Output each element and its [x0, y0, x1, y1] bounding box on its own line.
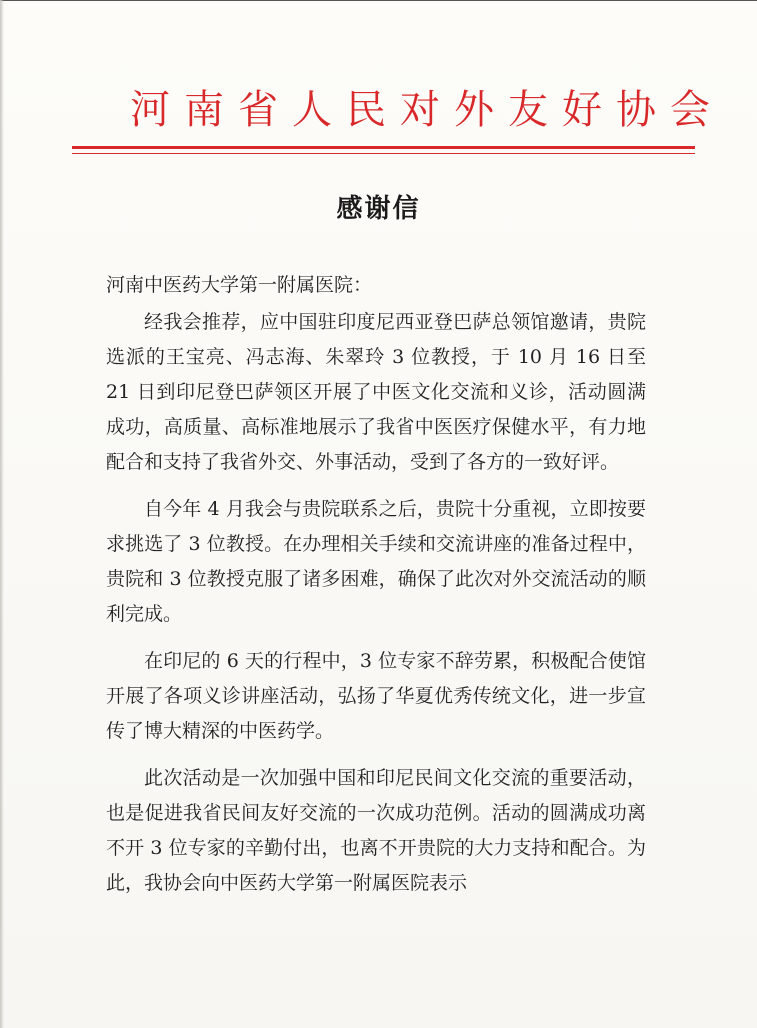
letter-body: [106, 268, 646, 913]
letter-salutation: 河南中医药大学第一附属医院：: [106, 274, 373, 296]
scan-left-edge: [0, 0, 4, 1028]
scan-top-edge: [0, 0, 757, 8]
letter-title: 感谢信: [336, 194, 421, 224]
letterhead-red-rule-thin: [72, 153, 695, 154]
letterhead-organization-name: 河南省人民对外友好协会: [130, 87, 724, 133]
letterhead-red-rule-thick: [72, 146, 695, 149]
letter-paragraph: 经我会推荐，应中国驻印度尼西亚登巴萨总领馆邀请，贵院选派的王宝亮、冯志海、朱翠玲 3 位教授，于 10 月 16 日至 21 日到印尼登巴萨领区开展了中医文化交流和义诊，活动圆满成功，高质量、高标准地展示了我省中医医疗保健水平，有力地配合和支持了我省外交、外事活动，受到了各方的一致好评。: [106, 311, 646, 473]
letter-paragraph: 自今年 4 月我会与贵院联系之后，贵院十分重视，立即按要求挑选了 3 位教授。在办理相关手续和交流讲座的准备过程中，贵院和 3 位教授克服了诸多困难，确保了此次对外交流活动的顺利完成。: [106, 498, 646, 625]
letter-paragraph: 此次活动是一次加强中国和印尼民间文化交流的重要活动，也是促进我省民间友好交流的一次成功范例。活动的圆满成功离不开 3 位专家的辛勤付出，也离不开贵院的大力支持和配合。为此，我协会向中医药大学第一附属医院表示: [106, 767, 646, 894]
letter-paragraph: 在印尼的 6 天的行程中，3 位专家不辞劳累，积极配合使馆开展了各项义诊讲座活动，弘扬了华夏优秀传统文化，进一步宣传了博大精深的中医药学。: [106, 650, 646, 742]
